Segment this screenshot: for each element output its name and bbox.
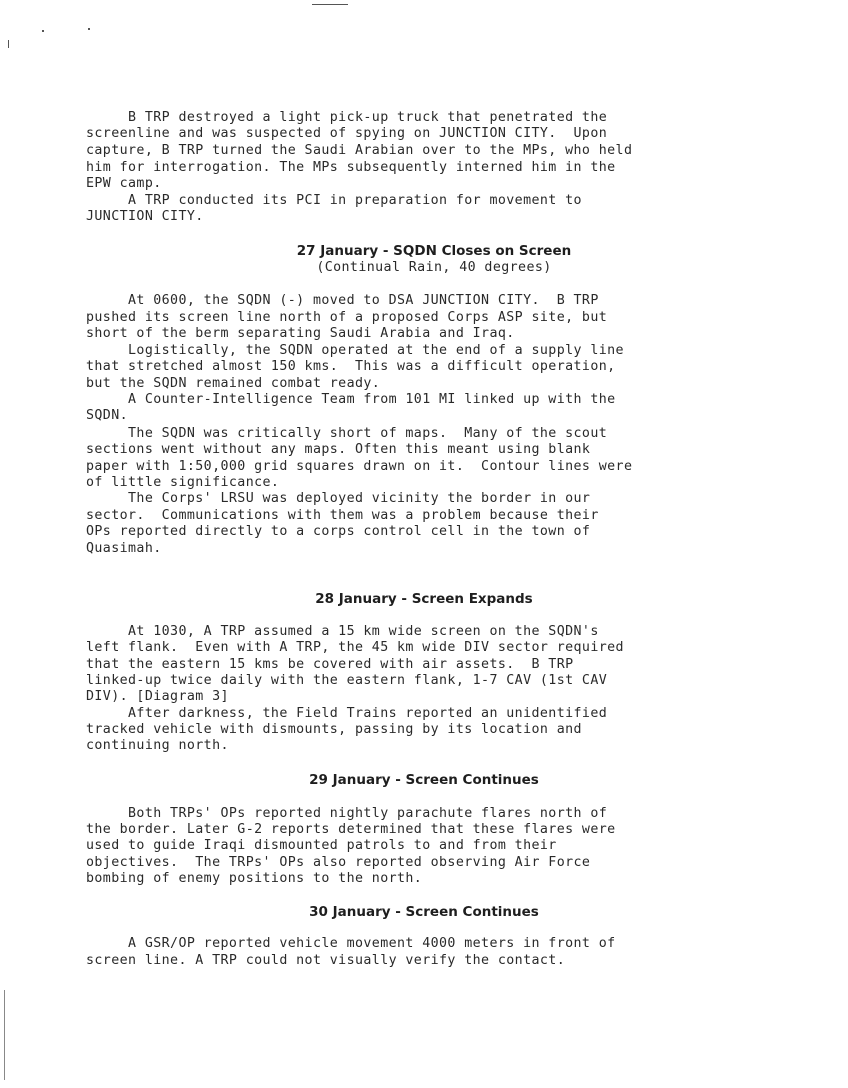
section-heading: 30 January - Screen Continues <box>309 904 539 920</box>
section-heading: 27 January - SQDN Closes on Screen <box>296 243 572 259</box>
text-line: Both TRPs' OPs reported nightly parachute flares north of <box>86 806 608 821</box>
text-line: used to guide Iraqi dismounted patrols to and from their <box>86 838 557 853</box>
text-line: SQDN. <box>86 408 129 423</box>
section-heading: 28 January - Screen Expands <box>315 591 533 607</box>
text-line: him for interrogation. The MPs subsequently interned him in the <box>86 160 616 175</box>
text-line: tracked vehicle with dismounts, passing by its location and <box>86 722 582 737</box>
section-subheading: (Continual Rain, 40 degrees) <box>316 260 552 275</box>
text-line: JUNCTION CITY. <box>86 209 204 224</box>
text-line: screen line. A TRP could not visually verify the contact. <box>86 953 566 968</box>
scan-edge-line <box>4 990 5 1080</box>
text-line: the border. Later G-2 reports determined that these flares were <box>86 822 616 837</box>
text-line: paper with 1:50,000 grid squares drawn on it. Contour lines were <box>86 459 633 474</box>
text-line: that the eastern 15 kms be covered with air assets. B TRP <box>86 657 574 672</box>
text-line: At 0600, the SQDN (-) moved to DSA JUNCTION CITY. B TRP <box>86 293 599 308</box>
text-line: B TRP destroyed a light pick-up truck that penetrated the <box>86 110 608 125</box>
text-line: sector. Communications with them was a problem because their <box>86 508 599 523</box>
text-line: At 1030, A TRP assumed a 15 km wide screen on the SQDN's <box>86 624 599 639</box>
text-line: continuing north. <box>86 738 229 753</box>
text-line: OPs reported directly to a corps control cell in the town of <box>86 524 591 539</box>
text-line: short of the berm separating Saudi Arabia and Iraq. <box>86 326 515 341</box>
text-line: left flank. Even with A TRP, the 45 km wide DIV sector required <box>86 640 624 655</box>
section-heading: 29 January - Screen Continues <box>309 772 539 788</box>
scan-speck <box>42 30 44 32</box>
text-line: After darkness, the Field Trains reported an unidentified <box>86 706 608 721</box>
text-line: sections went without any maps. Often this meant using blank <box>86 442 591 457</box>
text-line: EPW camp. <box>86 176 162 191</box>
text-line: objectives. The TRPs' OPs also reported observing Air Force <box>86 855 591 870</box>
text-line: that stretched almost 150 kms. This was a difficult operation, <box>86 359 616 374</box>
text-line: DIV). [Diagram 3] <box>86 689 229 704</box>
scan-dash-mark <box>312 4 348 5</box>
text-line: screenline and was suspected of spying on JUNCTION CITY. Upon <box>86 126 608 141</box>
scan-tick <box>8 40 9 48</box>
text-line: Quasimah. <box>86 541 162 556</box>
text-line: A TRP conducted its PCI in preparation for movement to <box>86 193 582 208</box>
text-line: A GSR/OP reported vehicle movement 4000 meters in front of <box>86 936 616 951</box>
text-line: but the SQDN remained combat ready. <box>86 376 381 391</box>
text-line: capture, B TRP turned the Saudi Arabian over to the MPs, who held <box>86 143 633 158</box>
text-line: linked-up twice daily with the eastern flank, 1-7 CAV (1st CAV <box>86 673 608 688</box>
text-line: A Counter-Intelligence Team from 101 MI linked up with the <box>86 392 616 407</box>
text-line: pushed its screen line north of a proposed Corps ASP site, but <box>86 310 608 325</box>
text-line: Logistically, the SQDN operated at the end of a supply line <box>86 343 624 358</box>
text-line: bombing of enemy positions to the north. <box>86 871 423 886</box>
text-line: The Corps' LRSU was deployed vicinity the border in our <box>86 491 591 506</box>
text-line: of little significance. <box>86 475 280 490</box>
text-line: The SQDN was critically short of maps. Many of the scout <box>86 426 608 441</box>
scan-speck <box>88 28 90 30</box>
